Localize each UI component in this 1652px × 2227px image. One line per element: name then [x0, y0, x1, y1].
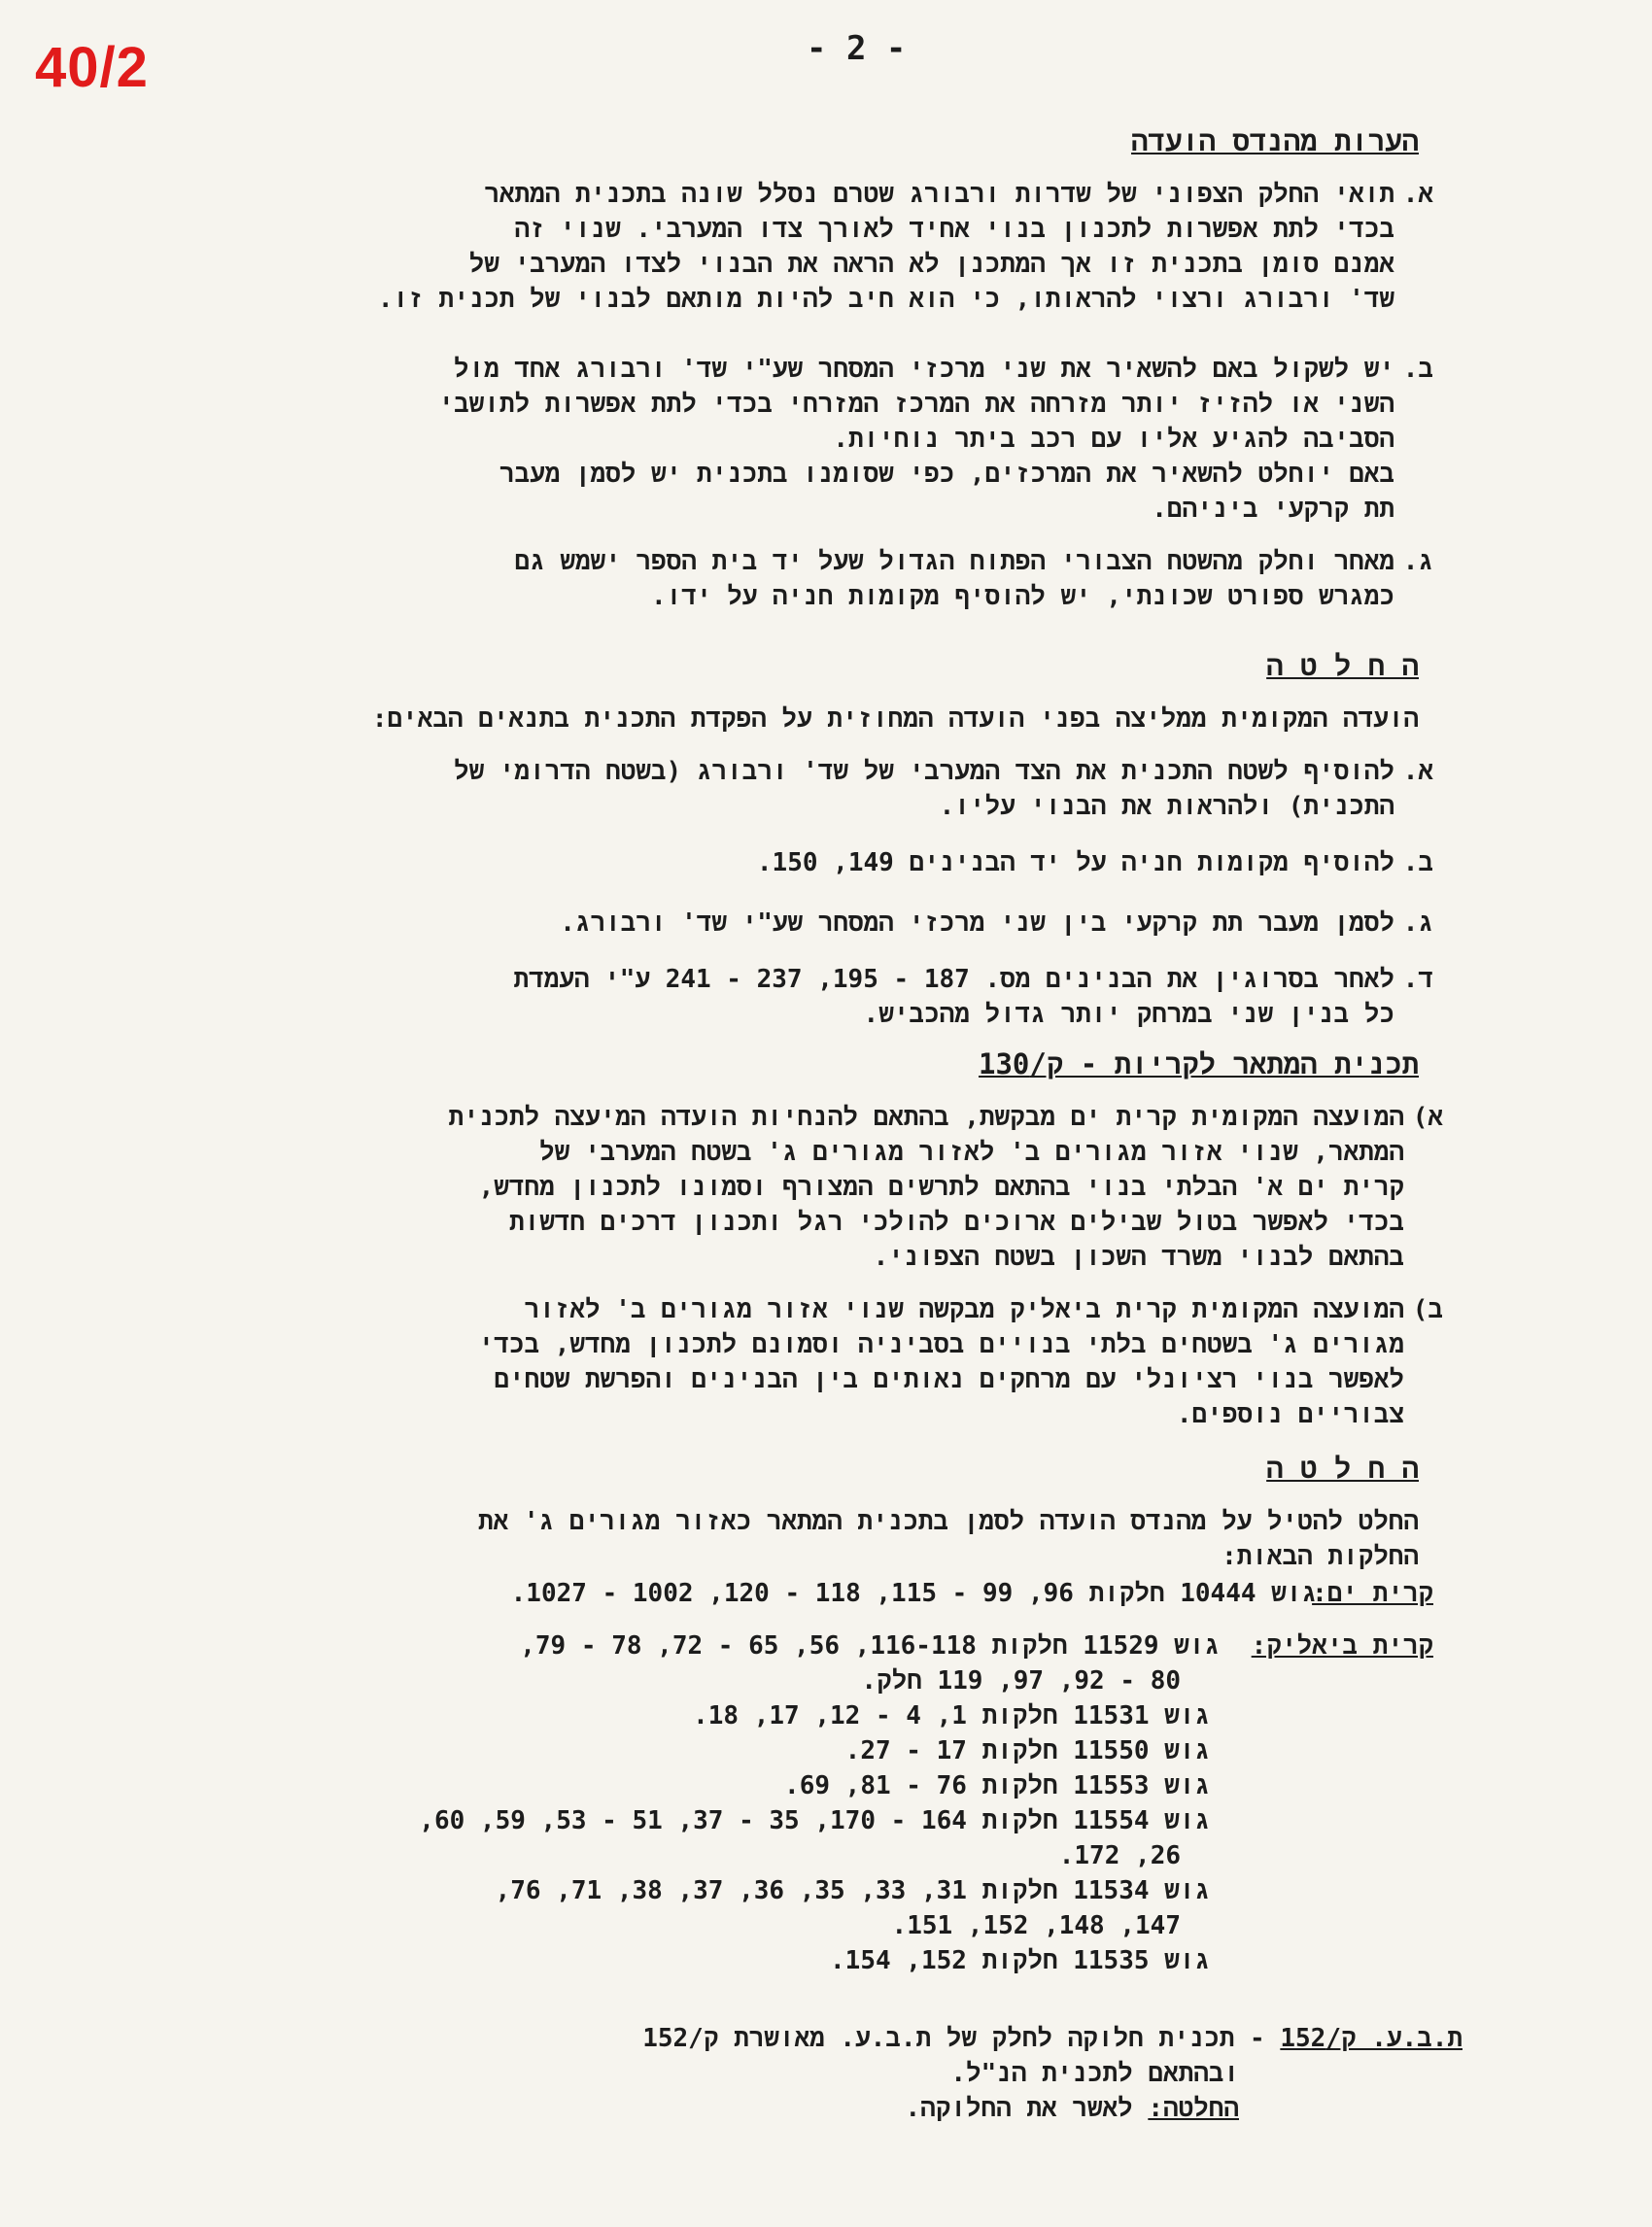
- remark-b-line-1: יש לשקול באם להשאיר את שני מרכזי המסחר שע"י שד' ורבורג אחד מול: [453, 355, 1394, 384]
- plan-152-desc-2: ובהתאם לתכנית הנ"ל.: [950, 2059, 1239, 2088]
- decision-2-intro-line-1: החלט להטיל על מהנדס הועדה לסמן בתכנית המתאר כאזור מגורים ג' את: [478, 1507, 1419, 1536]
- master-plan-heading: תכנית המתאר לקריות - ק/130: [979, 1047, 1419, 1080]
- decision-1-d-letter: ד.: [1402, 965, 1433, 994]
- remark-a-line-3: אמנם סומן בתכנית זו אך המתכנן לא הראה את הבנוי לצדו המערבי של: [468, 250, 1394, 279]
- remark-a-line-4: שד' ורבורג ורצוי להראותו, כי הוא חיב להיות מותאם לבנוי של תכנית זו.: [377, 285, 1394, 314]
- decision-1-a-line-2: התכנית) ולהראות את הבנוי עליו.: [939, 792, 1394, 821]
- decision-1-b-line-1: להוסיף מקומות חניה על יד הבנינים 149, 150.: [756, 848, 1394, 877]
- decision-1-c-letter: ג.: [1402, 908, 1433, 938]
- bialik-row-8: גוש 11535 חלקות 152, 154.: [830, 1946, 1210, 1975]
- master-plan-a-line-3: קרית ים א' הבלתי בנוי בהתאם לתרשים המצורף וסמונו לתכנון מחדש,: [478, 1173, 1404, 1202]
- remark-b-line-5: תת קרקעי ביניהם.: [1152, 495, 1394, 524]
- master-plan-b-letter: ב): [1412, 1295, 1443, 1324]
- plan-152-item: [642, 2021, 1463, 2126]
- decision-2-intro: [478, 1504, 1419, 1574]
- kiryat-bialik-label: קרית ביאליק:: [1251, 1631, 1433, 1661]
- remark-b-line-2: השני או להזיז יותר מזרחה את המרכז המזרחי בכדי לתת אפשרות לתושבי: [438, 390, 1394, 419]
- remark-c-line-2: כמגרש ספורט שכונתי, יש להוסיף מקומות חניה על ידו.: [650, 582, 1394, 611]
- kiryat-bialik-first: גוש 11529 חלקות 116-118, 56, 65 - 72, 78 - 79,: [520, 1631, 1220, 1661]
- bialik-row-5: 26, 172.: [1058, 1841, 1181, 1870]
- bialik-row-3: גוש 11553 חלקות 76 - 81, 69.: [784, 1771, 1210, 1800]
- plan-152-decision-text: לאשר את החלוקה.: [905, 2094, 1133, 2123]
- decision-1-c: [560, 906, 1433, 941]
- master-plan-b-line-3: לאפשר בנוי רציונלי עם מרחקים נאותים בין הבנינים והפרשת שטחים: [494, 1365, 1404, 1394]
- master-plan-a-line-1: המועצה המקומית קרית ים מבקשת, בהתאם להנחיות הועדה המיעצה לתכנית: [448, 1103, 1404, 1132]
- decision-1-intro: הועדה המקומית ממליצה בפני הועדה המחוזית על הפקדת התכנית בתנאים הבאים:: [371, 704, 1419, 734]
- master-plan-a-line-4: בכדי לאפשר בטול שבילים ארוכים להולכי רגל ותכנון דרכים חדשות: [508, 1208, 1404, 1237]
- master-plan-b-line-4: צבוריים נוספים.: [1176, 1400, 1404, 1429]
- kiryat-yam-plots: [511, 1576, 1433, 1611]
- decision-1-a-letter: א.: [1402, 757, 1433, 786]
- remark-c-letter: ג.: [1402, 547, 1433, 576]
- decision-1-a: [454, 754, 1433, 824]
- kiryat-yam-text: גוש 10444 חלקות 96, 99 - 115, 118 - 120, 1002 - 1027.: [510, 1579, 1317, 1608]
- plan-152-desc: - תכנית חלוקה לחלק של ת.ב.ע. מאושרת ק/152: [642, 2024, 1265, 2053]
- decision-1-c-line-1: לסמן מעבר תת קרקעי בין שני מרכזי המסחר שע"י שד' ורבורג.: [560, 908, 1394, 938]
- decision-2-intro-line-2: החלקות הבאות:: [1222, 1542, 1419, 1571]
- remark-a-letter: א.: [1402, 180, 1433, 209]
- remark-b-line-4: באם יוחלט להשאיר את המרכזים, כפי שסומנו בתכנית יש לסמן מעבר: [499, 460, 1394, 489]
- bialik-row-7: 147, 148, 152, 151.: [891, 1911, 1181, 1940]
- master-plan-b-line-2: מגורים ג' בשטחים בלתי בנויים בסביניה וסמונם לתכנון מחדש, בכדי: [478, 1330, 1404, 1359]
- kiryat-bialik-first-cont: 80 - 92, 97, 119 חלק.: [861, 1666, 1181, 1696]
- plan-152-decision-label: החלטה:: [1148, 2094, 1239, 2123]
- decision-1-b: [757, 845, 1433, 880]
- remark-a-line-1: תואי החלק הצפוני של שדרות ורבורג שטרם נסלל שונה בתכנית המתאר: [484, 180, 1394, 209]
- decision-2-heading: ה ח ל ט ה: [1266, 1452, 1419, 1485]
- decision-1-a-line-1: להוסיף לשטח התכנית את הצד המערבי של שד' ורבורג (בשטח הדרומי של: [453, 757, 1394, 786]
- decision-1-d-line-1: לאחר בסרוגין את הבנינים מס. 187 - 195, 237 - 241 ע"י העמדת: [513, 965, 1394, 994]
- master-plan-a-letter: א): [1412, 1103, 1443, 1132]
- kiryat-yam-label: קרית ים:: [1312, 1579, 1433, 1608]
- remark-a-line-2: בכדי לתת אפשרות לתכנון בנוי אחיד לאורך צדו המערבי. שנוי זה: [514, 215, 1394, 244]
- remark-b: [438, 352, 1433, 527]
- master-plan-b-line-1: המועצה המקומית קרית ביאליק מבקשה שנוי אזור מגורים ב' לאזור: [524, 1295, 1404, 1324]
- bialik-row-6: גוש 11534 חלקות 31, 33, 35, 36, 37, 38, 71, 76,: [495, 1876, 1210, 1905]
- bialik-row-2: גוש 11550 חלקות 17 - 27.: [844, 1736, 1210, 1765]
- decision-1-d-line-2: כל בנין שני במרחק יותר גדול מהכביש.: [863, 1000, 1394, 1029]
- remark-b-letter: ב.: [1402, 355, 1433, 384]
- remark-c-line-1: מאחר וחלק מהשטח הצבורי הפתוח הגדול שעל יד בית הספר ישמש גם: [514, 547, 1394, 576]
- decision-1-heading: ה ח ל ט ה: [1266, 649, 1419, 682]
- master-plan-a-line-2: המתאר, שנוי אזור מגורים ב' לאזור מגורים ג' בשטח המערבי של: [538, 1138, 1404, 1167]
- master-plan-a-line-5: בהתאם לבנוי משרד השכון בשטח הצפוני.: [873, 1243, 1404, 1272]
- master-plan-b: [479, 1292, 1443, 1432]
- page-number: - 2 -: [807, 29, 907, 68]
- plan-152-label: ת.ב.ע. ק/152: [1280, 2024, 1463, 2053]
- engineer-remarks-heading: הערות מהנדס הועדה: [1131, 124, 1419, 157]
- remark-a: [378, 177, 1433, 317]
- bialik-row-4: גוש 11554 חלקות 164 - 170, 35 - 37, 51 - 53, 59, 60,: [419, 1806, 1210, 1835]
- decision-1-d: [514, 962, 1434, 1032]
- archive-stamp: 40/2: [35, 36, 149, 99]
- remark-c: [514, 544, 1433, 614]
- kiryat-bialik-plots: [419, 1628, 1433, 1978]
- decision-1-b-letter: ב.: [1402, 848, 1433, 877]
- bialik-row-1: גוש 11531 חלקות 1, 4 - 12, 17, 18.: [693, 1701, 1210, 1730]
- master-plan-a: [449, 1100, 1443, 1275]
- remark-b-line-3: הסביבה להגיע אליו עם רכב ביתר נוחיות.: [833, 425, 1394, 454]
